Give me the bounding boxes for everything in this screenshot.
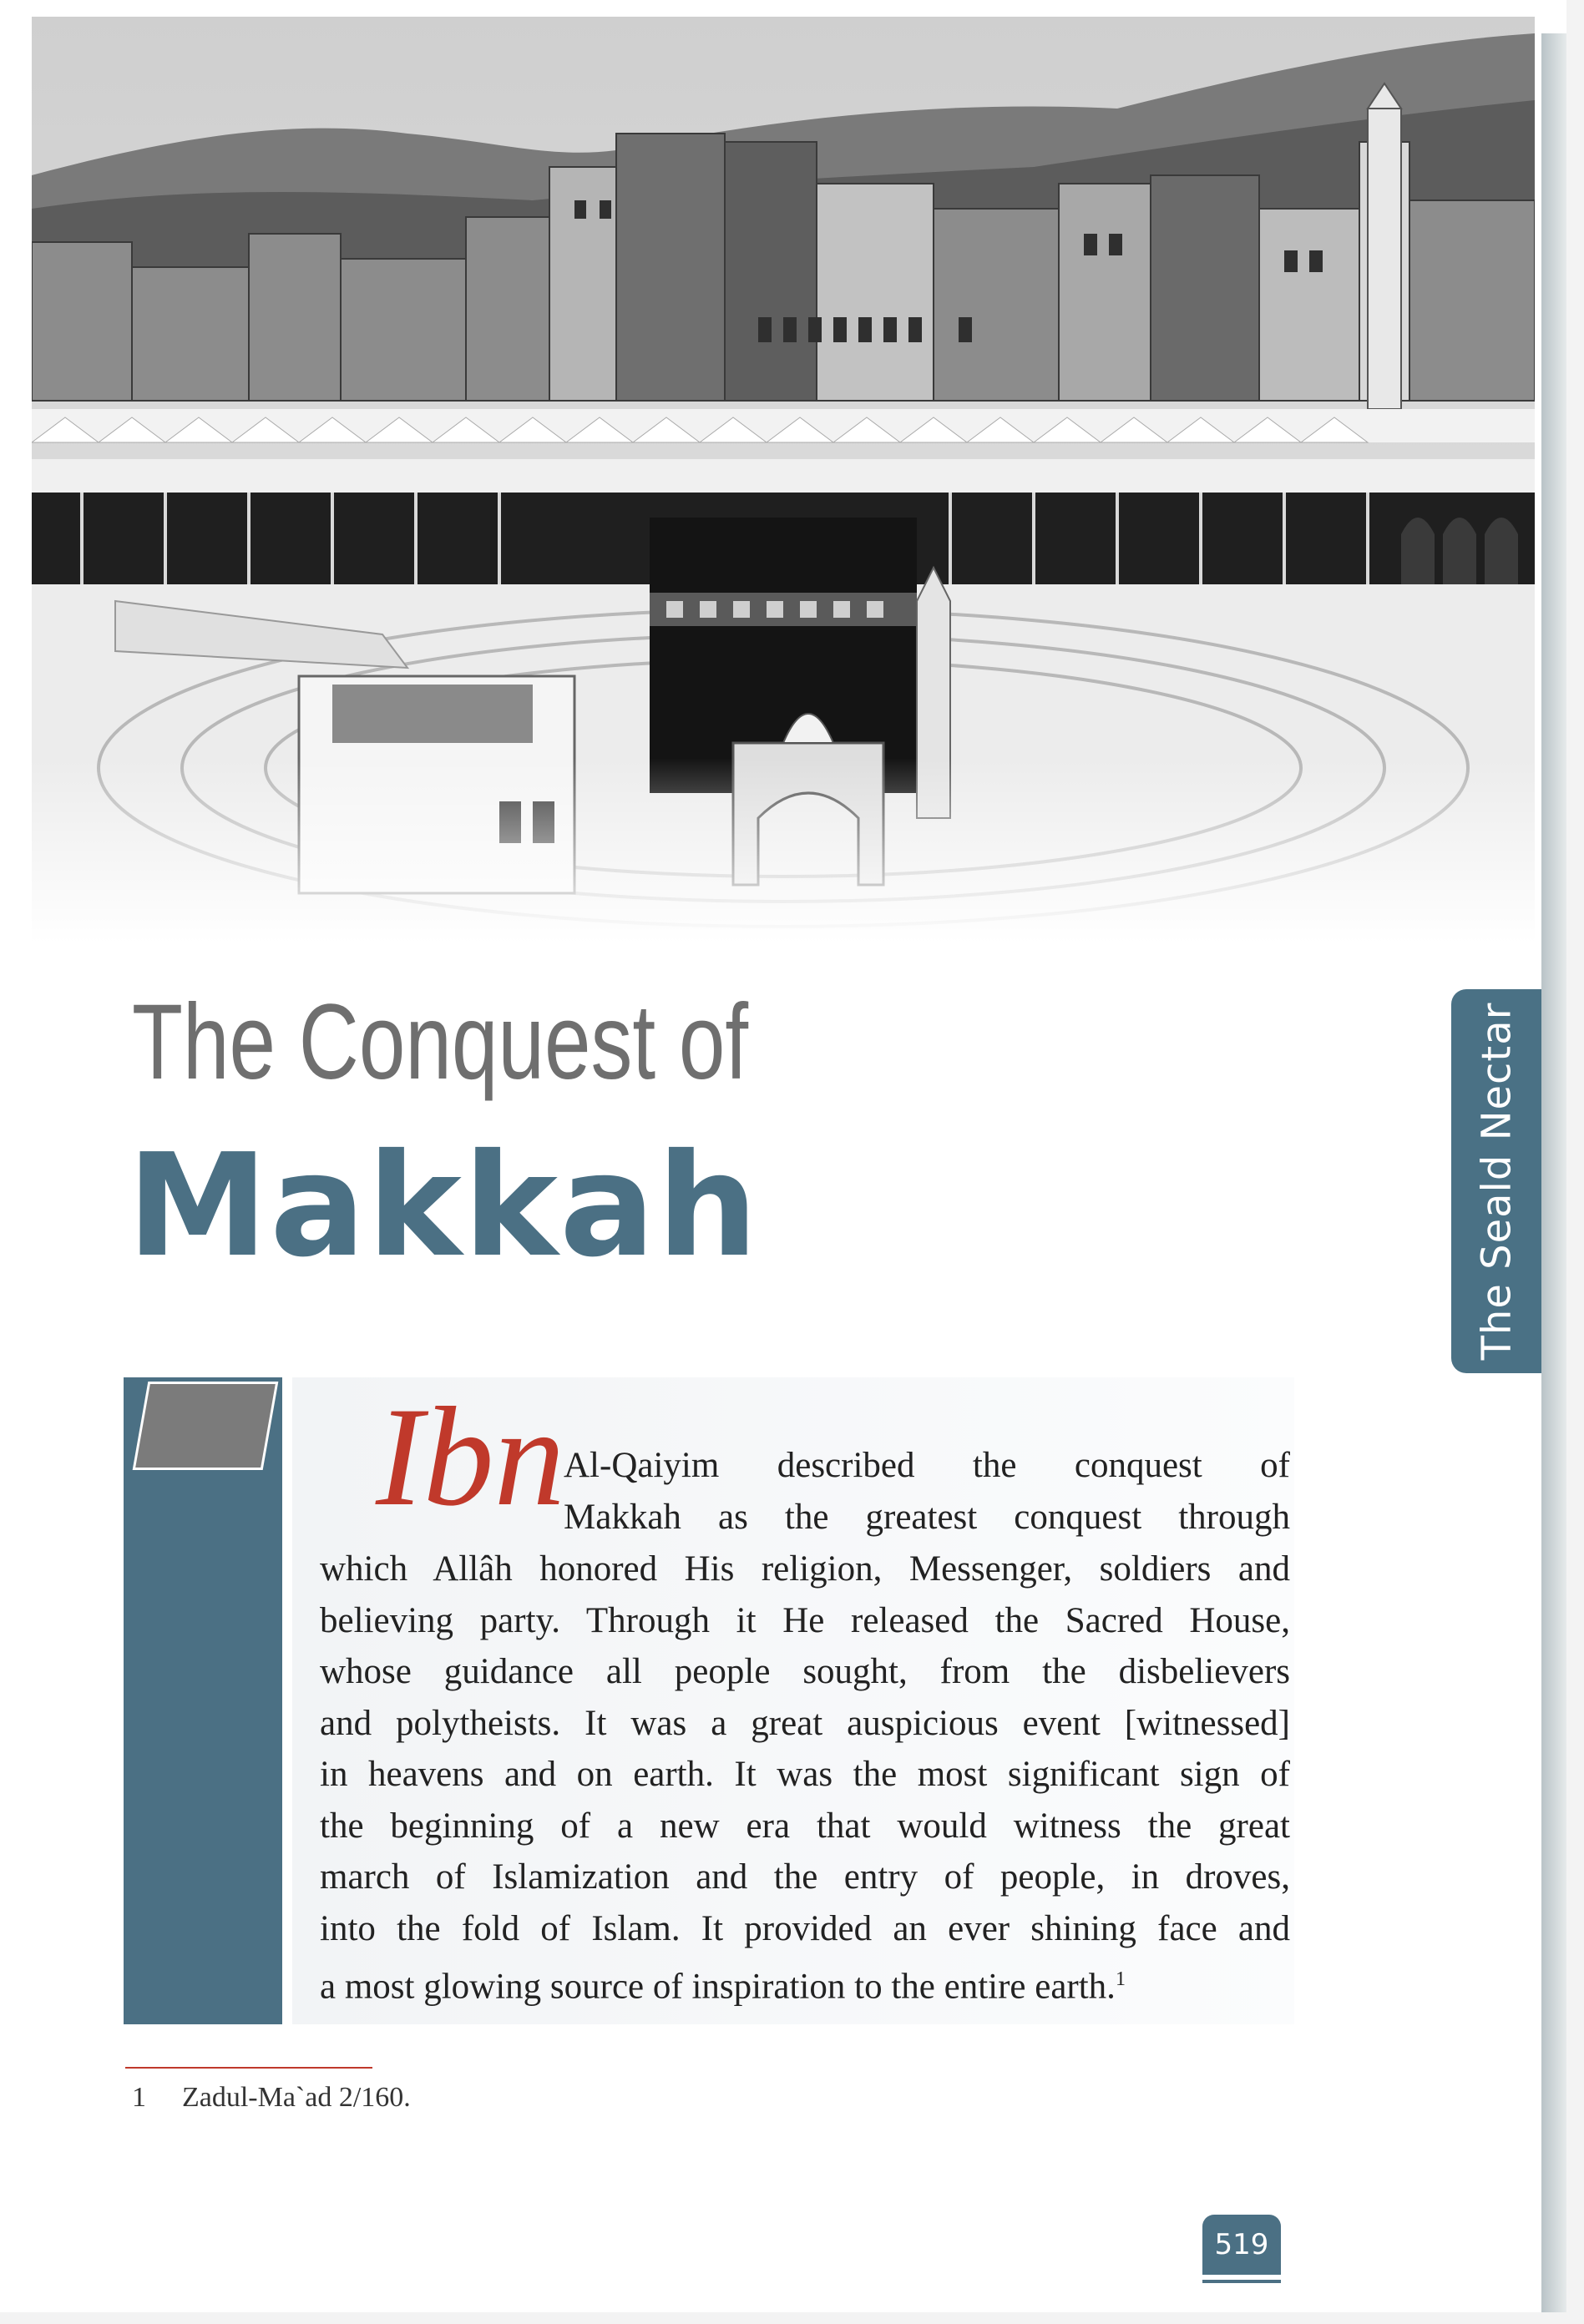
footnote-text: Zadul-Ma`ad 2/160. <box>182 2082 411 2113</box>
body-line: into the fold of Islam. It provided an ever shining face and <box>320 1908 1290 1948</box>
intro-line-1: Al-Qaiyim described the conquest of <box>564 1446 1290 1485</box>
chapter-title-line2: Makkah <box>127 1124 760 1289</box>
intro-line-2: Makkah as the greatest conquest through <box>564 1498 1290 1537</box>
mosque-photo-illustration <box>32 17 1535 943</box>
page-edge <box>1541 33 1566 2312</box>
book-title-tab-label: The Seald Nectar <box>1473 1002 1520 1361</box>
decorative-square <box>133 1382 279 1470</box>
body-line: whose guidance all people sought, from the disbelievers <box>320 1652 1290 1691</box>
page-number: 519 <box>1202 2215 1281 2275</box>
drop-cap: Ibn <box>376 1378 565 1535</box>
body-line: and polytheists. It was a great auspicious event [witnessed] <box>320 1703 1290 1743</box>
footnote-divider <box>125 2067 372 2069</box>
body-line: a most glowing source of inspiration to the entire earth. <box>320 1967 1116 2007</box>
body-paragraph <box>320 1543 1290 2013</box>
chapter-title-line1: The Conquest of <box>132 983 749 1102</box>
header-photo <box>32 17 1535 943</box>
decorative-side-bar <box>124 1377 282 2024</box>
page-number-underline <box>1202 2280 1281 2283</box>
book-title-tab <box>1451 989 1541 1373</box>
body-line: march of Islamization and the entry of people, in droves, <box>320 1857 1290 1897</box>
footnote-reference[interactable]: 1 <box>1115 1968 1126 1990</box>
body-line: in heavens and on earth. It was the most significant sign of <box>320 1755 1290 1794</box>
body-line: believing party. Through it He released the Sacred House, <box>320 1600 1290 1640</box>
footnote <box>132 2082 411 2114</box>
body-line: which Allâh honored His religion, Messenger, soldiers and <box>320 1549 1290 1589</box>
body-line-last <box>320 1954 1290 2013</box>
body-line: the beginning of a new era that would witness the great <box>320 1806 1290 1846</box>
footnote-number: 1 <box>132 2082 146 2113</box>
